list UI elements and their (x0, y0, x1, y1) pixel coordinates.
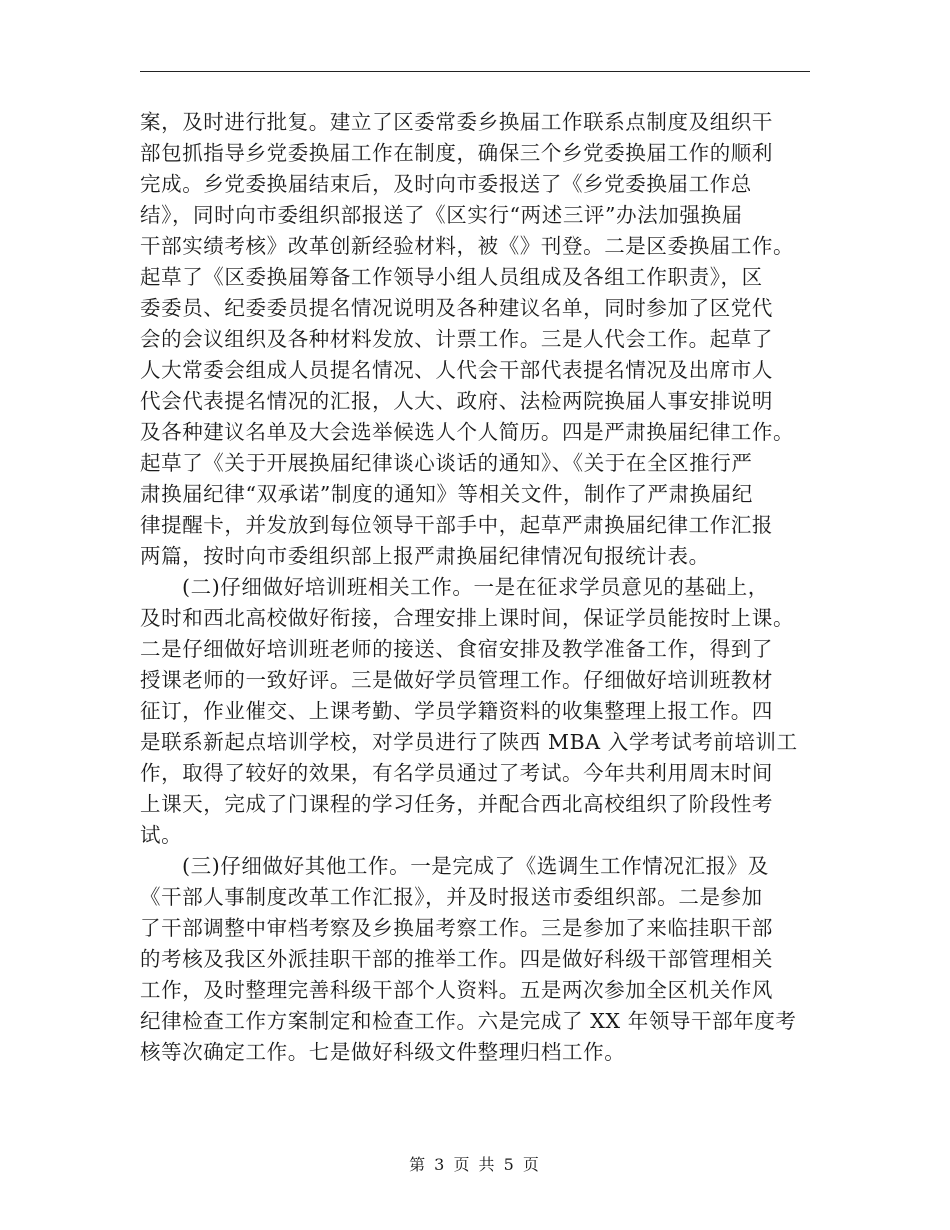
body-line: 人大常委会组成人员提名情况、人代会干部代表提名情况及出席市人 (140, 358, 773, 382)
body-line: 征订，作业催交、上课考勤、学员学籍资料的收集整理上报工作。四 (140, 699, 773, 723)
body-line: 授课老师的一致好评。三是做好学员管理工作。仔细做好培训班教材 (140, 668, 773, 692)
page-number-footer: 第 3 页 共 5 页 (409, 1155, 541, 1174)
body-line: 作，取得了较好的效果，有名学员通过了考试。今年共利用周末时间 (140, 761, 773, 785)
body-line: 《干部人事制度改革工作汇报》，并及时报送市委组织部。二是参加 (140, 885, 763, 909)
body-line: 委委员、纪委委员提名情况说明及各种建议名单，同时参加了区党代 (140, 296, 773, 320)
body-line: 部包抓指导乡党委换届工作在制度，确保三个乡党委换届工作的顺利 (140, 141, 773, 165)
body-line: 是联系新起点培训学校，对学员进行了陕西 MBA 入学考试考前培训工 (140, 730, 798, 754)
body-line: 结》，同时向市委组织部报送了《区实行“两述三评”办法加强换届 (140, 203, 743, 227)
body-line: 工作，及时整理完善科级干部个人资料。五是两次参加全区机关作风 (140, 978, 773, 1002)
body-line: 及各种建议名单及大会选举候选人个人简历。四是严肃换届纪律工作。 (140, 420, 795, 444)
body-line: 案，及时进行批复。建立了区委常委乡换届工作联系点制度及组织干 (140, 110, 773, 134)
body-line: 完成。乡党委换届结束后，及时向市委报送了《乡党委换届工作总 (140, 172, 752, 196)
document-body (140, 107, 810, 1068)
body-line: 干部实绩考核》改革创新经验材料，被《》刊登。二是区委换届工作。 (140, 234, 795, 258)
section-heading-line: (三)仔细做好其他工作。一是完成了《选调生工作情况汇报》及 (182, 854, 769, 878)
body-line: 会的会议组织及各种材料发放、计票工作。三是人代会工作。起草了 (140, 327, 773, 351)
body-line: 肃换届纪律“双承诺”制度的通知》等相关文件，制作了严肃换届纪 (140, 482, 753, 506)
body-line: 二是仔细做好培训班老师的接送、食宿安排及教学准备工作，得到了 (140, 637, 773, 661)
body-line: 及时和西北高校做好衔接，合理安排上课时间，保证学员能按时上课。 (140, 606, 795, 630)
body-line: 起草了《关于开展换届纪律谈心谈话的通知》、《关于在全区推行严 (140, 451, 753, 475)
section-heading-line: (二)仔细做好培训班相关工作。一是在征求学员意见的基础上， (182, 575, 769, 599)
body-line: 代会代表提名情况的汇报，人大、政府、法检两院换届人事安排说明 (140, 389, 773, 413)
header-rule (140, 71, 810, 72)
body-line: 的考核及我区外派挂职干部的推举工作。四是做好科级干部管理相关 (140, 947, 773, 971)
body-line: 律提醒卡，并发放到每位领导干部手中，起草严肃换届纪律工作汇报 (140, 513, 773, 537)
body-line: 试。 (140, 823, 183, 847)
body-line: 上课天，完成了门课程的学习任务，并配合西北高校组织了阶段性考 (140, 792, 773, 816)
body-line: 了干部调整中审档考察及乡换届考察工作。三是参加了来临挂职干部 (140, 916, 773, 940)
body-line: 起草了《区委换届筹备工作领导小组人员组成及各组工作职责》，区 (140, 265, 763, 289)
body-line: 核等次确定工作。七是做好科级文件整理归档工作。 (140, 1040, 626, 1064)
body-line: 纪律检查工作方案制定和检查工作。六是完成了 XX 年领导干部年度考 (140, 1009, 797, 1033)
body-line: 两篇，按时向市委组织部上报严肃换届纪律情况旬报统计表。 (140, 544, 710, 568)
